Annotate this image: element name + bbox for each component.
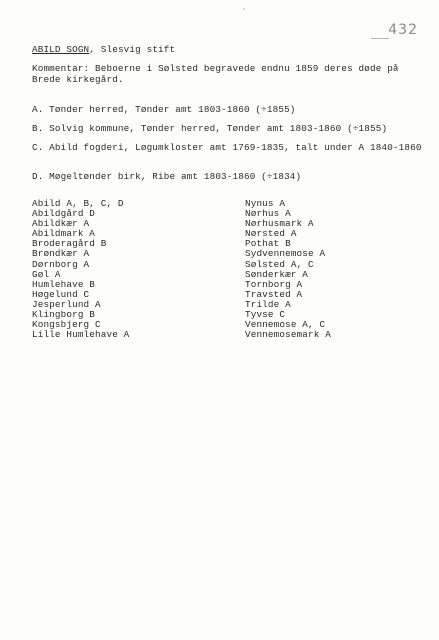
place-entry: Nørsted A [245, 228, 297, 240]
place-entry: Sønderkær A [245, 268, 309, 280]
section-d: D. Møgeltønder birk, Ribe amt 1803-1860 (÷1834) [32, 171, 302, 182]
place-entry: Broderagård B [32, 238, 107, 250]
place-entry: Abildkær A [32, 218, 90, 230]
section-c: C. Abild fogderi, Løgumkloster amt 1769-1835, talt under A 1840-1860 [32, 142, 422, 153]
place-entry: Vennemosemark A [245, 329, 331, 341]
place-entry: Tornborg A [245, 278, 303, 290]
place-entry: Jesperlund A [32, 298, 101, 310]
place-entry: Humlehave B [32, 278, 96, 290]
place-entry: Vennemose A, C [245, 319, 326, 331]
place-entry: Brøndkær A [32, 248, 90, 260]
place-entry: Nørhusmark A [245, 218, 314, 230]
place-entry: Abildmark A [32, 228, 96, 240]
parish-heading [32, 44, 175, 55]
place-entry: Pothat B [245, 238, 291, 250]
place-entry: Trilde A [245, 298, 291, 310]
place-entry: Gøl A [32, 268, 61, 280]
place-list-left [32, 199, 129, 340]
comment-paragraph: Kommentar: Beboerne i Sølsted begravede endnu 1859 deres døde på Brede kirkegård. [32, 63, 399, 85]
place-entry: Kongsbjerg C [32, 319, 101, 331]
place-entry: Høgelund C [32, 288, 90, 300]
place-entry: Tyvse C [245, 309, 286, 321]
section-a: A. Tønder herred, Tønder amt 1803-1860 (÷1855) [32, 104, 296, 115]
place-entry: Klingborg B [32, 309, 96, 321]
scan-speck [243, 8, 245, 10]
place-entry: Sølsted A, C [245, 258, 314, 270]
place-entry: Travsted A [245, 288, 303, 300]
page-number: 432 [388, 22, 418, 38]
parish-name: ABILD SOGN [32, 44, 90, 55]
place-list-right [245, 199, 331, 340]
diocese-label: , Slesvig stift [89, 44, 176, 55]
place-entry: Lille Humlehave A [32, 329, 130, 341]
place-entry: Dørnborg A [32, 258, 90, 270]
page-number-underline [371, 38, 389, 39]
place-entry: Nynus A [245, 198, 286, 209]
section-b: B. Solvig kommune, Tønder herred, Tønder amt 1803-1860 (÷1855) [32, 123, 388, 134]
place-entry: Abild A, B, C, D [32, 198, 124, 209]
place-entry: Nørhus A [245, 208, 291, 220]
place-entry: Sydvennemose A [245, 248, 326, 260]
place-entry: Abildgård D [32, 208, 96, 220]
